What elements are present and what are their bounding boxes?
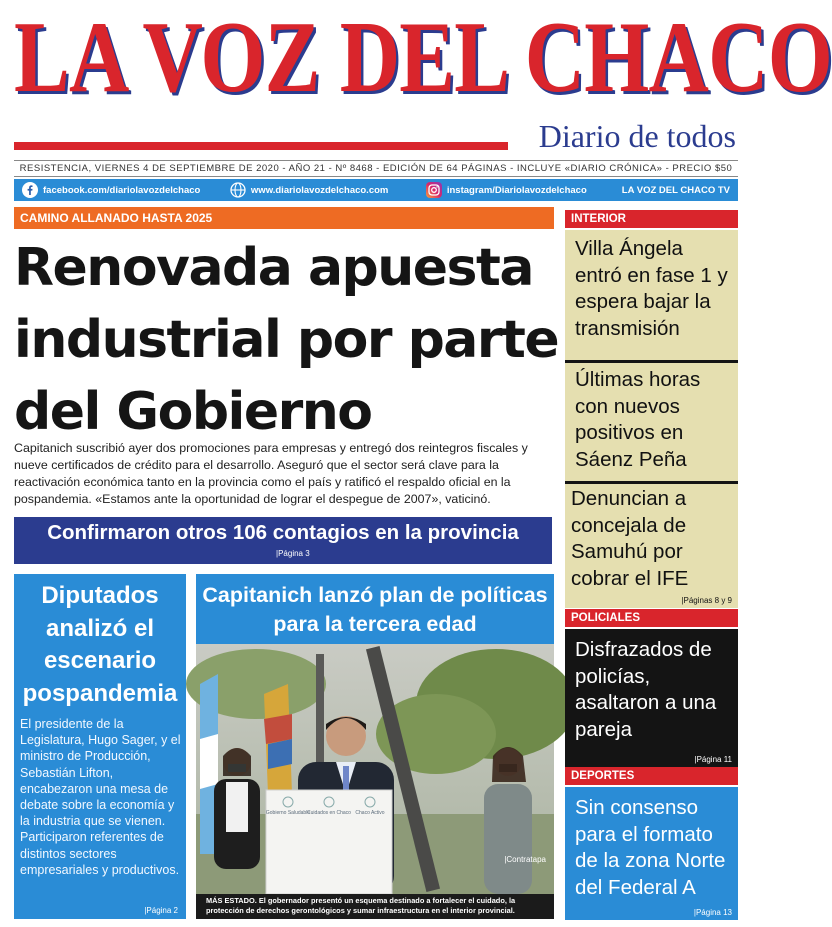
story-villa-angela-text: Villa Ángela entró en fase 1 y espera bajar la transmisión bbox=[575, 237, 728, 340]
caption-text: El gobernador presentó un esquema destinado a fortalecer el cuidado, la protección de derechos gerontológicos y sumar infraestructura en el interior provincial. bbox=[206, 896, 516, 916]
facebook-icon bbox=[22, 182, 38, 198]
banner-title: Confirmaron otros 106 contagios en la provincia bbox=[47, 521, 519, 544]
story-disfrazados-page-ref: |Página 11 bbox=[694, 755, 732, 764]
capitanich-story[interactable] bbox=[196, 574, 554, 919]
diputados-page-ref: |Página 2 bbox=[144, 906, 178, 915]
social-bar bbox=[14, 179, 738, 201]
banner-page-ref: |Página 3 bbox=[276, 549, 310, 558]
podium-sign-3: Chaco Activo bbox=[355, 810, 385, 816]
masthead bbox=[0, 0, 832, 160]
story-saenz-pena[interactable] bbox=[565, 363, 738, 481]
facebook-text: facebook.com/diariolavozdelchaco bbox=[43, 184, 201, 196]
lead-headline[interactable]: Renovada apuesta industrial por parte del Gobierno bbox=[14, 238, 559, 442]
newspaper-subtitle: Diario de todos bbox=[538, 118, 736, 154]
facebook-link[interactable] bbox=[14, 182, 222, 198]
diputados-story[interactable] bbox=[14, 574, 186, 919]
podium-sign-2: Cuidados en Chaco bbox=[307, 810, 351, 816]
globe-icon bbox=[230, 182, 246, 198]
masthead-red-rule bbox=[14, 142, 508, 150]
story-federal-a[interactable] bbox=[565, 787, 738, 920]
section-interior: INTERIOR bbox=[565, 210, 738, 228]
diputados-body: El presidente de la Legislatura, Hugo Sager, y el ministro de Producción, Sebastián Lifton, encabezaron una mesa de debate sobre la economía y la industria que se vienen. Participaron referentes de distintos sectores empresariales y productivos. bbox=[20, 717, 181, 877]
diputados-title: Diputados analizó el escenario pospandemia bbox=[22, 582, 178, 707]
instagram-link[interactable] bbox=[418, 182, 614, 198]
section-deportes: DEPORTES bbox=[565, 767, 738, 785]
photo-caption bbox=[196, 894, 554, 919]
story-samuhu-text: Denuncian a concejala de Samuhú por cobrar el IFE bbox=[571, 487, 689, 590]
story-federal-a-page-ref: |Página 13 bbox=[693, 908, 732, 917]
story-disfrazados[interactable] bbox=[565, 629, 738, 767]
instagram-text: instagram/Diariolavozdelchaco bbox=[446, 184, 587, 196]
instagram-icon bbox=[426, 182, 442, 198]
story-saenz-pena-text: Últimas horas con nuevos positivos en Sáenz Peña bbox=[575, 368, 701, 471]
podium-sign-1: Gobierno Saludable bbox=[265, 810, 311, 816]
lead-body: Capitanich suscribió ayer dos promociones para empresas y entregó dos reintegros fiscales y nueve certificados de crédito para el desarrollo. Aseguró que el sector será clave para la reactivación económica tanto en la provincia como el país y ratificó el respaldo oficial en la pospandemia. «Estamos ante la oportunidad de lograr el despegue de 2007», vaticinó. bbox=[14, 441, 528, 506]
press-photo bbox=[196, 644, 554, 894]
website-text: www.diariolavozdelchaco.com bbox=[250, 184, 389, 196]
story-disfrazados-text: Disfrazados de policías, asaltaron a una pareja bbox=[575, 638, 717, 741]
press-photo-illustration bbox=[196, 644, 554, 894]
story-federal-a-text: Sin consenso para el formato de la zona Norte del Federal A bbox=[575, 796, 726, 899]
caption-lead: MÁS ESTADO. bbox=[206, 896, 257, 905]
right-column bbox=[565, 210, 738, 920]
capitanich-title: Capitanich lanzó plan de políticas para la tercera edad bbox=[196, 574, 554, 644]
story-villa-angela[interactable] bbox=[565, 230, 738, 366]
tv-text: LA VOZ DEL CHACO TV bbox=[621, 184, 730, 196]
tv-link[interactable] bbox=[614, 185, 738, 196]
section-policiales: POLICIALES bbox=[565, 609, 738, 627]
story-samuhu-page-ref: |Páginas 8 y 9 bbox=[681, 596, 732, 605]
dateline: RESISTENCIA, VIERNES 4 DE SEPTIEMBRE DE 2020 - AÑO 21 - Nº 8468 - EDICIÓN DE 64 PÁGINAS - INCLUYE «DIARIO CRÓNICA» - PRECIO $50 bbox=[14, 160, 738, 177]
newspaper-title: LA VOZ DEL CHACO bbox=[14, 1, 832, 114]
covid-banner[interactable] bbox=[14, 517, 552, 564]
photo-page-ref: |Contratapa bbox=[504, 855, 546, 864]
website-link[interactable] bbox=[222, 182, 418, 198]
story-samuhu[interactable] bbox=[565, 484, 738, 608]
lead-kicker: CAMINO ALLANADO HASTA 2025 bbox=[14, 207, 554, 229]
